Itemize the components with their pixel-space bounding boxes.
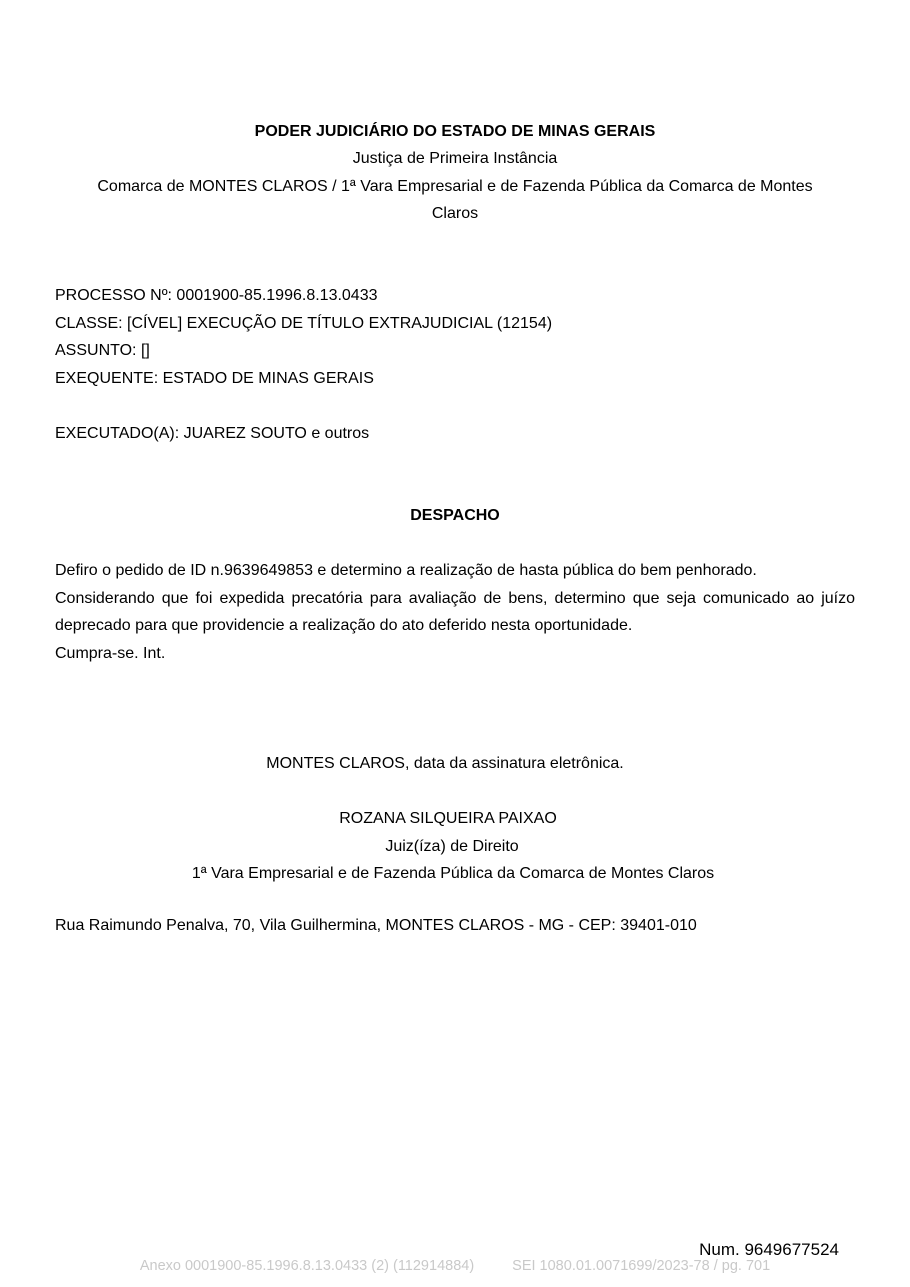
comarca-heading-line1: Comarca de MONTES CLAROS / 1ª Vara Empresarial e de Fazenda Pública da Comarca de Montes [97,178,813,195]
classe-field: CLASSE: [CÍVEL] EXECUÇÃO DE TÍTULO EXTRAJUDICIAL (12154) [55,315,553,332]
instance-heading: Justiça de Primeira Instância [352,150,558,167]
footer-sei: SEI 1080.01.0071699/2023-78 / pg. 701 [512,1258,771,1274]
assunto-field: ASSUNTO: [] [55,342,150,359]
court-address: Rua Raimundo Penalva, 70, Vila Guilhermina, MONTES CLAROS - MG - CEP: 39401-010 [55,917,697,934]
body-paragraph-1: Defiro o pedido de ID n.9639649853 e determino a realização de hasta pública do bem penhorado. [55,562,757,579]
document-title: DESPACHO [410,507,500,524]
page-footer [0,1256,910,1276]
signature-place-date: MONTES CLAROS, data da assinatura eletrônica. [266,755,624,772]
court-heading: PODER JUDICIÁRIO DO ESTADO DE MINAS GERAIS [254,123,656,140]
body-paragraph-3: Cumpra-se. Int. [55,644,166,662]
footer-annex: Anexo 0001900-85.1996.8.13.0433 (2) (112914884) [139,1258,475,1274]
processo-number: PROCESSO Nº: 0001900-85.1996.8.13.0433 [55,287,378,304]
signer-court: 1ª Vara Empresarial e de Fazenda Pública da Comarca de Montes Claros [191,865,715,882]
executado-field: EXECUTADO(A): JUAREZ SOUTO e outros [55,425,370,442]
document-number: Num. 9649677524 [699,1240,839,1259]
exequente-field: EXEQUENTE: ESTADO DE MINAS GERAIS [55,370,374,387]
comarca-heading-line2: Claros [431,205,479,222]
signer-role: Juiz(íza) de Direito [385,838,519,855]
signer-name: ROZANA SILQUEIRA PAIXAO [339,810,557,827]
body-paragraph-2: Considerando que foi expedida precatória para avaliação de bens, determino que seja comunicado ao juízo deprecado para que providencie a realização do ato deferido nesta oportunidade. [55,589,855,634]
despacho-body [55,557,855,667]
